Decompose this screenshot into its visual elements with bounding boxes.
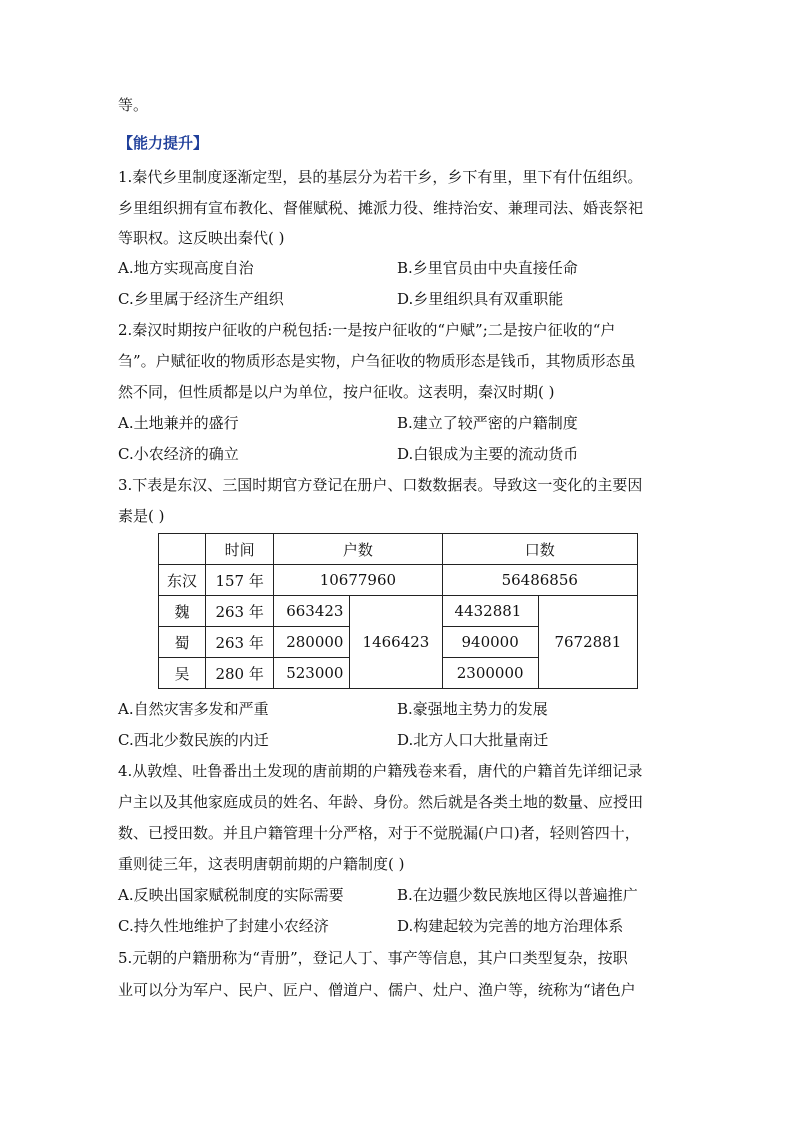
table-header-cell: 户数 <box>274 534 442 565</box>
table-cell: 940000 <box>442 627 538 658</box>
table-cell: 4432881 <box>442 596 538 627</box>
q2-option-c: C.小农经济的确立 <box>118 445 239 463</box>
question-2-text: 2.秦汉时期按户征收的户税包括:一是按户征收的“户赋”;二是按户征收的“户 <box>118 321 616 339</box>
q3-option-a: A.自然灾害多发和严重 <box>118 700 269 718</box>
table-cell: 蜀 <box>159 627 206 658</box>
q2-option-b: B.建立了较严密的户籍制度 <box>397 414 578 432</box>
section-heading: 【能力提升】 <box>118 134 209 152</box>
text-line: 等。 <box>118 96 149 114</box>
question-1-text: 1.秦代乡里制度逐渐定型，县的基层分为若干乡，乡下有里，里下有什伍组织。 <box>118 168 643 186</box>
table-cell: 东汉 <box>159 565 206 596</box>
table-cell: 吴 <box>159 658 206 689</box>
table-header-cell <box>159 534 206 565</box>
question-3-text: 3.下表是东汉、三国时期官方登记在册户、口数数据表。导致这一变化的主要因 <box>118 476 643 494</box>
question-1-text: 等职权。这反映出秦代( ) <box>118 229 285 247</box>
table-row <box>159 596 638 627</box>
table-cell: 2300000 <box>442 658 538 689</box>
question-4-text: 户主以及其他家庭成员的姓名、年龄、身份。然后就是各类土地的数量、应授田 <box>118 793 644 811</box>
table-cell: 280000 <box>274 627 350 658</box>
q1-option-a: A.地方实现高度自治 <box>118 259 254 277</box>
question-1-text: 乡里组织拥有宣布教化、督催赋税、摊派力役、维持治安、兼理司法、婚丧祭祀 <box>118 199 644 217</box>
q4-option-a: A.反映出国家赋税制度的实际需要 <box>118 886 344 904</box>
table-cell: 魏 <box>159 596 206 627</box>
q1-option-b: B.乡里官员由中央直接任命 <box>397 259 578 277</box>
table-cell: 263 年 <box>206 596 274 627</box>
table-cell-total: 7672881 <box>538 596 637 689</box>
q3-option-d: D.北方人口大批量南迁 <box>397 731 549 749</box>
question-5-text: 5.元朝的户籍册称为“青册”，登记人丁、事产等信息，其户口类型复杂，按职 <box>118 949 628 967</box>
question-2-text: 刍”。户赋征收的物质形态是实物，户刍征收的物质形态是钱币，其物质形态虽 <box>118 352 636 370</box>
q3-option-b: B.豪强地主势力的发展 <box>397 700 548 718</box>
q4-option-c: C.持久性地维护了封建小农经济 <box>118 917 329 935</box>
question-5-text: 业可以分为军户、民户、匠户、僧道户、儒户、灶户、渔户等，统称为“诸色户 <box>118 981 636 999</box>
q1-option-d: D.乡里组织具有双重职能 <box>397 290 564 308</box>
q2-option-a: A.土地兼并的盛行 <box>118 414 239 432</box>
population-table <box>158 533 638 689</box>
question-3-text: 素是( ) <box>118 507 165 525</box>
table-cell: 280 年 <box>206 658 274 689</box>
table-cell-total: 1466423 <box>350 596 442 689</box>
question-4-text: 4.从敦煌、吐鲁番出土发现的唐前期的户籍残卷来看，唐代的户籍首先详细记录 <box>118 762 643 780</box>
table-cell: 263 年 <box>206 627 274 658</box>
q4-option-d: D.构建起较为完善的地方治理体系 <box>397 917 624 935</box>
table-header-cell: 口数 <box>442 534 637 565</box>
question-4-text: 数、已授田数。并且户籍管理十分严格，对于不觉脱漏(户口)者，轻则笞四十， <box>118 824 640 842</box>
question-2-text: 然不同，但性质都是以户为单位，按户征收。这表明，秦汉时期( ) <box>118 383 555 401</box>
q4-option-b: B.在边疆少数民族地区得以普遍推广 <box>397 886 638 904</box>
table-cell: 523000 <box>274 658 350 689</box>
q3-option-c: C.西北少数民族的内迁 <box>118 731 269 749</box>
table-header-cell: 时间 <box>206 534 274 565</box>
table-cell: 663423 <box>274 596 350 627</box>
table-cell: 56486856 <box>442 565 637 596</box>
question-4-text: 重则徒三年，这表明唐朝前期的户籍制度( ) <box>118 855 405 873</box>
table-row <box>159 565 638 596</box>
q2-option-d: D.白银成为主要的流动货币 <box>397 445 579 463</box>
table-cell: 157 年 <box>206 565 274 596</box>
table-cell: 10677960 <box>274 565 442 596</box>
table-header-row <box>159 534 638 565</box>
q1-option-c: C.乡里属于经济生产组织 <box>118 290 284 308</box>
